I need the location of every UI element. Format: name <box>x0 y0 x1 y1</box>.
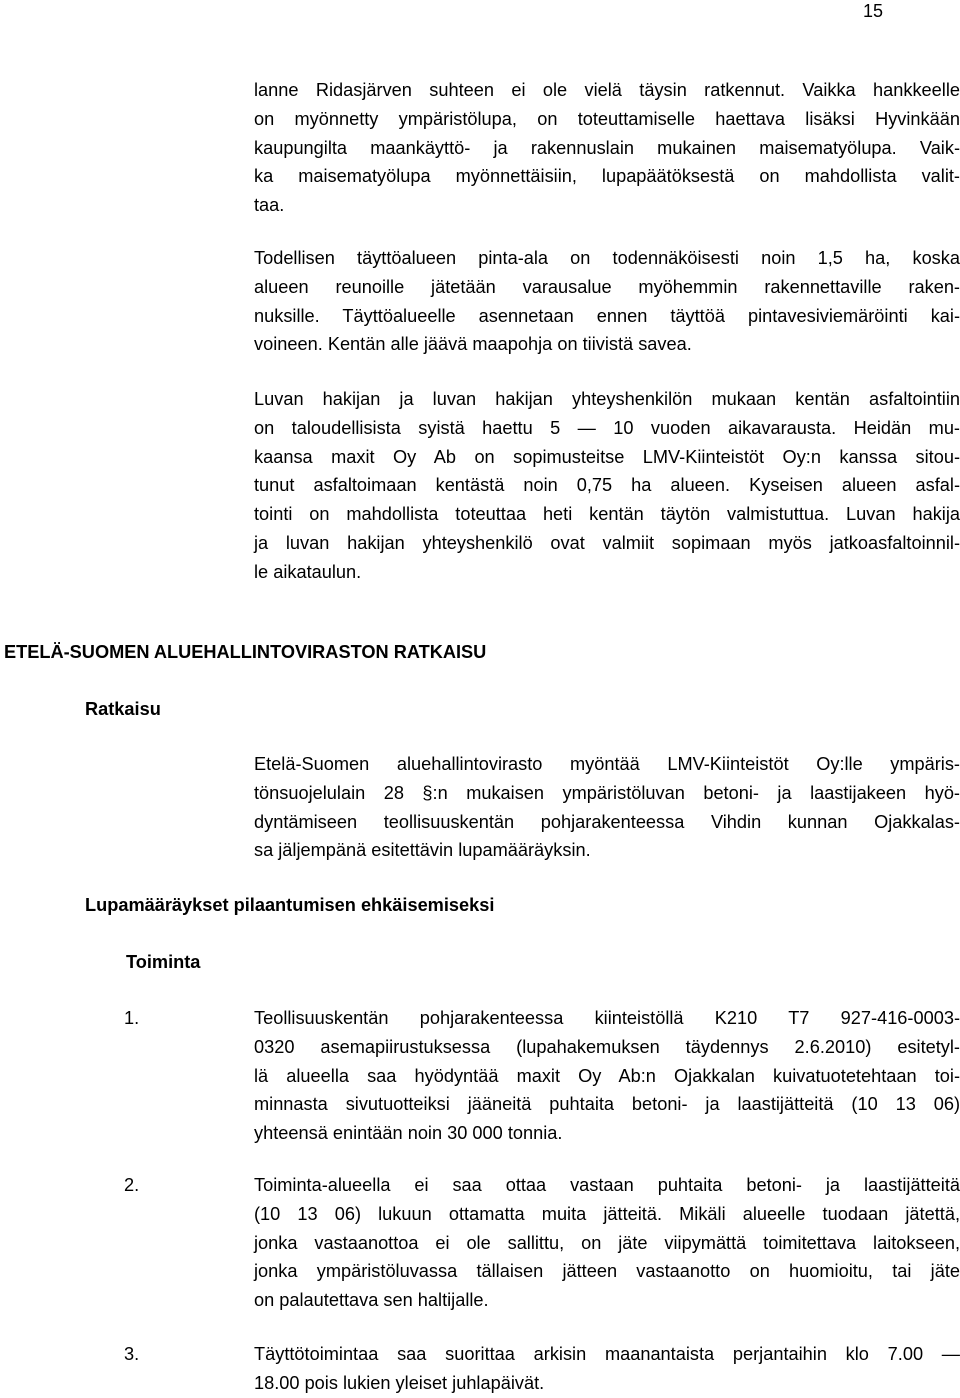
item-number: 2. <box>124 1175 140 1195</box>
text-line: (10 13 06) lukuun ottamatta muita jätteitä. Mikäli alueelle tuodaan jätettä, <box>254 1203 960 1224</box>
item-number: 3. <box>124 1344 140 1364</box>
text-line: 18.00 pois lukien yleiset juhlapäivät. <box>254 1372 545 1393</box>
text-line: tunut asfaltoimaan kentästä noin 0,75 ha alueen. Kyseisen alueen asfal- <box>254 475 960 496</box>
text-line: on myönnetty ympäristölupa, on toteuttamiselle haettava lisäksi Hyvinkään <box>254 108 960 129</box>
text-line: Todellisen täyttöalueen pinta-ala on todennäköisesti noin 1,5 ha, koska <box>254 248 960 268</box>
text-line: ka maisematyölupa myönnettäisiin, lupapäätöksestä on mahdollista valit- <box>254 166 960 187</box>
subsection-heading-lupamaaraykset: Lupamääräykset pilaantumisen ehkäisemiseksi <box>85 895 495 915</box>
text-line: jonka vastaanottoa ei ole sallittu, on jäte viipymättä toimitettava laitokseen, <box>254 1232 960 1253</box>
text-line: lanne Ridasjärven suhteen ei ole vielä täysin ratkennut. Vaikka hankkeelle <box>254 80 960 100</box>
text-line: Etelä-Suomen aluehallintovirasto myöntää LMV-Kiinteistöt Oy:lle ympäris- <box>254 754 960 774</box>
text-line: voineen. Kentän alle jäävä maapohja on tiivistä savea. <box>254 334 692 355</box>
text-line: 0320 asemapiirustuksessa (lupahakemuksen täydennys 2.6.2010) esitetyl- <box>254 1036 960 1057</box>
regulation-item-2 <box>254 1171 960 1315</box>
text-line: jonka ympäristöluvassa tällaisen jätteen vastaanotto on huomioitu, tai jäte <box>254 1261 960 1282</box>
text-line: sa jäljempänä esitettävin lupamääräyksin. <box>254 840 591 861</box>
item-number: 1. <box>124 1008 140 1028</box>
text-line: tointi on mahdollista toteuttaa heti kentän täytön valmistuttua. Luvan hakija <box>254 504 960 525</box>
text-line: taa. <box>254 195 285 216</box>
paragraph-2 <box>254 244 960 359</box>
text-line: on palautettava sen haltijalle. <box>254 1290 489 1311</box>
decision-paragraph <box>254 750 960 865</box>
text-line: minnasta sivutuotteiksi jääneitä puhtaita betoni- ja laastijätteitä (10 13 06) <box>254 1094 960 1115</box>
subsection-heading-toiminta: Toiminta <box>126 952 201 972</box>
text-line: dyntämiseen teollisuuskentän pohjarakenteessa Vihdin kunnan Ojakkalas- <box>254 811 960 832</box>
text-line: Teollisuuskentän pohjarakenteessa kiinteistöllä K210 T7 927-416-0003- <box>254 1008 960 1028</box>
text-line: le aikataulun. <box>254 561 362 582</box>
text-line: nuksille. Täyttöalueelle asennetaan ennen täyttöä pintavesiviemäröinti kai- <box>254 305 960 326</box>
text-line: kaupungilta maankäyttö- ja rakennuslain mukainen maisematyölupa. Vaik- <box>254 137 960 158</box>
page-number: 15 <box>862 1 883 21</box>
regulation-item-1 <box>254 1004 960 1148</box>
regulation-item-3 <box>254 1340 960 1398</box>
text-line: ja luvan hakijan yhteyshenkilö ovat valmiit sopimaan myös jatkoasfaltoinnil- <box>254 532 960 553</box>
text-line: Toiminta-alueella ei saa ottaa vastaan puhtaita betoni- ja laastijätteitä <box>254 1175 960 1195</box>
section-heading: ETELÄ-SUOMEN ALUEHALLINTOVIRASTON RATKAISU <box>4 642 487 662</box>
text-line: Luvan hakijan ja luvan hakijan yhteyshenkilön mukaan kentän asfaltointiin <box>254 389 960 409</box>
subsection-heading-ratkaisu: Ratkaisu <box>85 699 161 719</box>
text-line: tönsuojelulain 28 §:n mukaisen ympäristöluvan betoni- ja laastijakeen hyö- <box>254 782 960 803</box>
text-line: alueen reunoille jätetään varausalue myöhemmin rakennettaville raken- <box>254 276 960 297</box>
paragraph-3 <box>254 385 960 587</box>
text-line: yhteensä enintään noin 30 000 tonnia. <box>254 1123 563 1144</box>
paragraph-1 <box>254 76 960 220</box>
text-line: kaansa maxit Oy Ab on sopimusteitse LMV-Kiinteistöt Oy:n kanssa sitou- <box>254 446 960 467</box>
text-line: Täyttötoimintaa saa suorittaa arkisin maanantaista perjantaihin klo 7.00 — <box>254 1344 960 1364</box>
text-line: on taloudellisista syistä haettu 5 — 10 vuoden aikavarausta. Heidän mu- <box>254 417 960 438</box>
text-line: lä alueella saa hyödyntää maxit Oy Ab:n Ojakkalan kuivatuotetehtaan toi- <box>254 1065 960 1086</box>
